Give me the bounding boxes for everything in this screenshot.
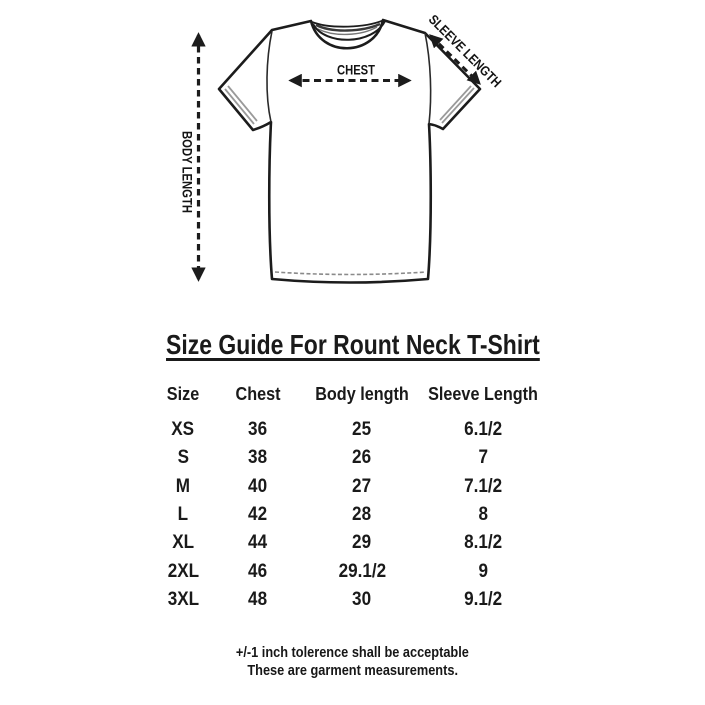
chest-value: 46 (248, 560, 268, 582)
tshirt-diagram (0, 0, 705, 320)
sleeve-length-value: 8.1/2 (463, 532, 503, 554)
sleeve-length-value: 9.1/2 (463, 588, 503, 610)
tolerance-note-line1: +/-1 inch tolerence shall be acceptable (236, 645, 469, 661)
body-length-label: BODY LENGTH (179, 131, 195, 230)
size-value: L (177, 504, 189, 526)
body-length-value: 30 (352, 588, 372, 610)
sleeve-length-value: 8 (478, 504, 488, 526)
tolerance-note (0, 645, 705, 680)
header-chest: Chest (235, 383, 281, 404)
body-length-value: 28 (352, 504, 372, 526)
chest-value: 48 (248, 588, 268, 610)
body-length-value: 26 (352, 447, 372, 469)
sleeve-length-value: 9 (478, 560, 488, 582)
sleeve-length-value: 7 (478, 447, 488, 469)
size-value: M (175, 475, 191, 497)
page-title-text: Size Guide For Rount Neck T-Shirt (165, 329, 540, 360)
header-size: Size (166, 383, 200, 404)
tshirt-outline (219, 20, 480, 283)
chest-label: CHEST (337, 62, 376, 78)
header-sleeve-length: Sleeve Length (428, 383, 538, 404)
chest-value: 38 (248, 447, 268, 469)
size-value: XL (172, 532, 194, 554)
size-value: 2XL (167, 560, 199, 582)
body-length-value: 29.1/2 (338, 560, 386, 582)
chest-value: 40 (248, 475, 268, 497)
page-title (0, 330, 705, 360)
body-length-value: 27 (352, 475, 372, 497)
body-length-value: 29 (352, 532, 372, 554)
size-value: 3XL (167, 588, 199, 610)
chest-value: 44 (248, 532, 268, 554)
size-table-body (140, 416, 532, 614)
sleeve-length-label: SLEEVE LENGTH (425, 11, 516, 102)
size-value: XS (171, 419, 195, 441)
sleeve-length-value: 7.1/2 (463, 475, 503, 497)
chest-value: 42 (248, 504, 268, 526)
header-body-length: Body length (315, 383, 409, 404)
size-value: S (177, 447, 189, 469)
tolerance-note-line2: These are garment measurements. (247, 662, 458, 679)
sleeve-length-value: 6.1/2 (463, 419, 503, 441)
chest-value: 36 (248, 419, 268, 441)
size-table-header (140, 380, 538, 408)
body-length-value: 25 (352, 419, 372, 441)
